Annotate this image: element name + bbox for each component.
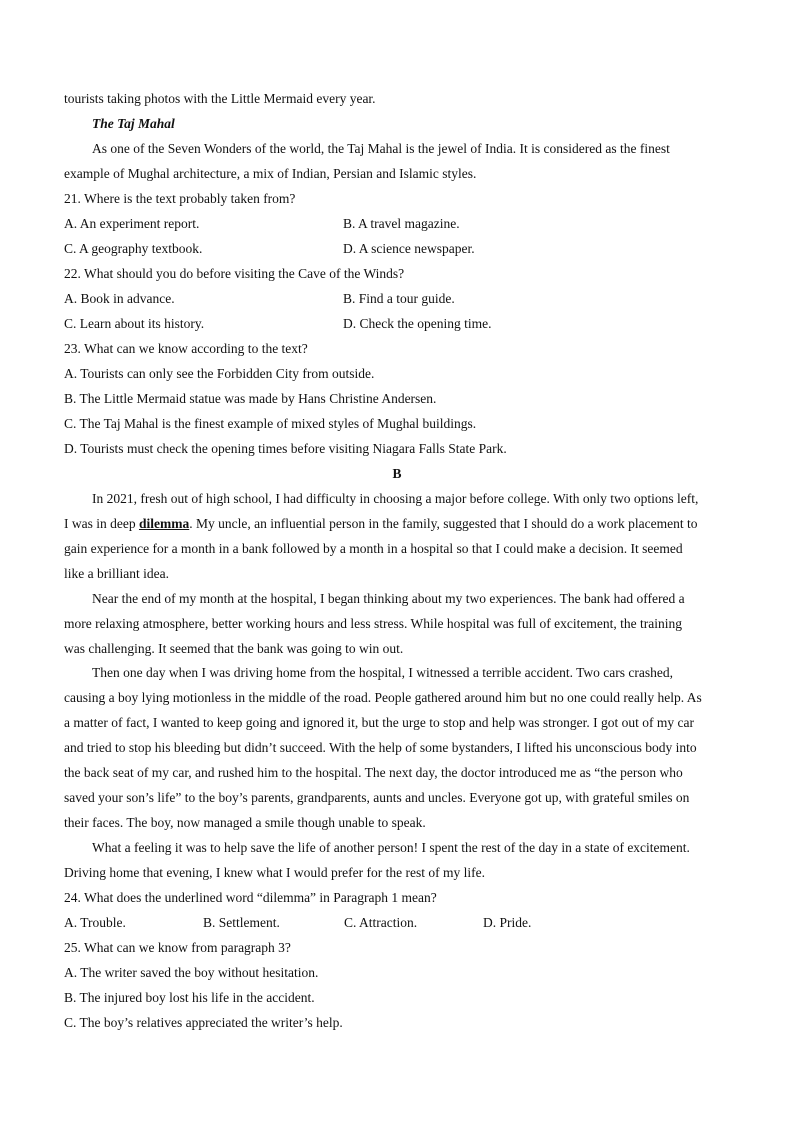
dilemma-post-text: . My uncle, an influential person in the family, suggested that I should do a work placement to <box>189 516 698 531</box>
question-21-option-a: A. An experiment report. <box>64 216 200 231</box>
underlined-word-dilemma: dilemma <box>138 516 190 531</box>
b-paragraph-1-line-1: In 2021, fresh out of high school, I had difficulty in choosing a major before college. With only two options left, <box>92 491 699 506</box>
passage-a-line: tourists taking photos with the Little Mermaid every year. <box>64 91 376 106</box>
question-25-option-a: A. The writer saved the boy without hesitation. <box>64 965 319 980</box>
question-22-stem: 22. What should you do before visiting the Cave of the Winds? <box>64 266 405 281</box>
b-paragraph-3-line-6: saved your son’s life” to the boy’s parents, grandparents, aunts and uncles. Everyone got up, with grateful smiles on <box>64 790 690 805</box>
b-paragraph-3-line-3: a matter of fact, I wanted to keep going and ignored it, but the urge to stop and help was stronger. I got out of my car <box>64 715 694 730</box>
taj-mahal-paragraph-line-1: As one of the Seven Wonders of the world, the Taj Mahal is the jewel of India. It is considered as the finest <box>92 141 670 156</box>
b-paragraph-3-line-4: and tried to stop his bleeding but didn’t succeed. With the help of some bystanders, I lifted his unconscious body into <box>64 740 697 755</box>
b-paragraph-3-line-2: causing a boy lying motionless in the middle of the road. People gathered around him but no one could really help. As <box>64 690 702 705</box>
question-22-option-b: B. Find a tour guide. <box>343 291 455 306</box>
question-24-stem: 24. What does the underlined word “dilemma” in Paragraph 1 mean? <box>64 890 437 905</box>
question-21-option-c: C. A geography textbook. <box>64 241 203 256</box>
question-25-stem: 25. What can we know from paragraph 3? <box>64 940 291 955</box>
question-24-option-c: C. Attraction. <box>344 915 418 930</box>
b-paragraph-4-line-2: Driving home that evening, I knew what I would prefer for the rest of my life. <box>64 865 485 880</box>
question-25-option-b: B. The injured boy lost his life in the accident. <box>64 990 315 1005</box>
question-23-option-b: B. The Little Mermaid statue was made by Hans Christine Andersen. <box>64 391 437 406</box>
b-paragraph-2-line-2: more relaxing atmosphere, better working hours and less stress. While hospital was full of excitement, the training <box>64 616 682 631</box>
taj-mahal-paragraph-line-2: example of Mughal architecture, a mix of Indian, Persian and Islamic styles. <box>64 166 477 181</box>
b-paragraph-3-line-7: their faces. The boy, now managed a smile though unable to speak. <box>64 815 426 830</box>
question-24-options <box>64 913 734 933</box>
question-21-option-d: D. A science newspaper. <box>343 241 475 256</box>
question-22-option-d: D. Check the opening time. <box>343 316 492 331</box>
question-23-option-a: A. Tourists can only see the Forbidden City from outside. <box>64 366 375 381</box>
b-paragraph-1-line-4: like a brilliant idea. <box>64 566 169 581</box>
question-21-stem: 21. Where is the text probably taken from? <box>64 191 296 206</box>
question-25-option-c: C. The boy’s relatives appreciated the writer’s help. <box>64 1015 343 1030</box>
b-paragraph-3-line-1: Then one day when I was driving home from the hospital, I witnessed a terrible accident. Two cars crashed, <box>92 665 673 680</box>
b-paragraph-3-line-5: the back seat of my car, and rushed him to the hospital. The next day, the doctor introduced me as “the person who <box>64 765 683 780</box>
b-paragraph-1-line-3: gain experience for a month in a bank followed by a month in a hospital so that I could make a decision. It seemed <box>64 541 683 556</box>
b-paragraph-2-line-3: was challenging. It seemed that the bank was going to win out. <box>64 641 404 656</box>
question-21-option-b: B. A travel magazine. <box>343 216 460 231</box>
question-24-option-b: B. Settlement. <box>203 915 280 930</box>
b-paragraph-2-line-1: Near the end of my month at the hospital, I began thinking about my two experiences. The bank had offered a <box>92 591 685 606</box>
taj-mahal-title: The Taj Mahal <box>92 116 175 131</box>
question-22-option-a: A. Book in advance. <box>64 291 175 306</box>
question-23-option-c: C. The Taj Mahal is the finest example of mixed styles of Mughal buildings. <box>64 416 477 431</box>
section-b-heading: B <box>392 466 402 481</box>
question-23-option-d: D. Tourists must check the opening times before visiting Niagara Falls State Park. <box>64 441 507 456</box>
question-23-stem: 23. What can we know according to the text? <box>64 341 308 356</box>
dilemma-pre-text: I was in deep <box>64 516 139 531</box>
question-24-option-d: D. Pride. <box>483 915 532 930</box>
b-paragraph-1-line-2 <box>64 514 734 534</box>
question-24-option-a: A. Trouble. <box>64 915 126 930</box>
b-paragraph-4-line-1: What a feeling it was to help save the life of another person! I spent the rest of the day in a state of excitement. <box>92 840 690 855</box>
question-22-option-c: C. Learn about its history. <box>64 316 205 331</box>
